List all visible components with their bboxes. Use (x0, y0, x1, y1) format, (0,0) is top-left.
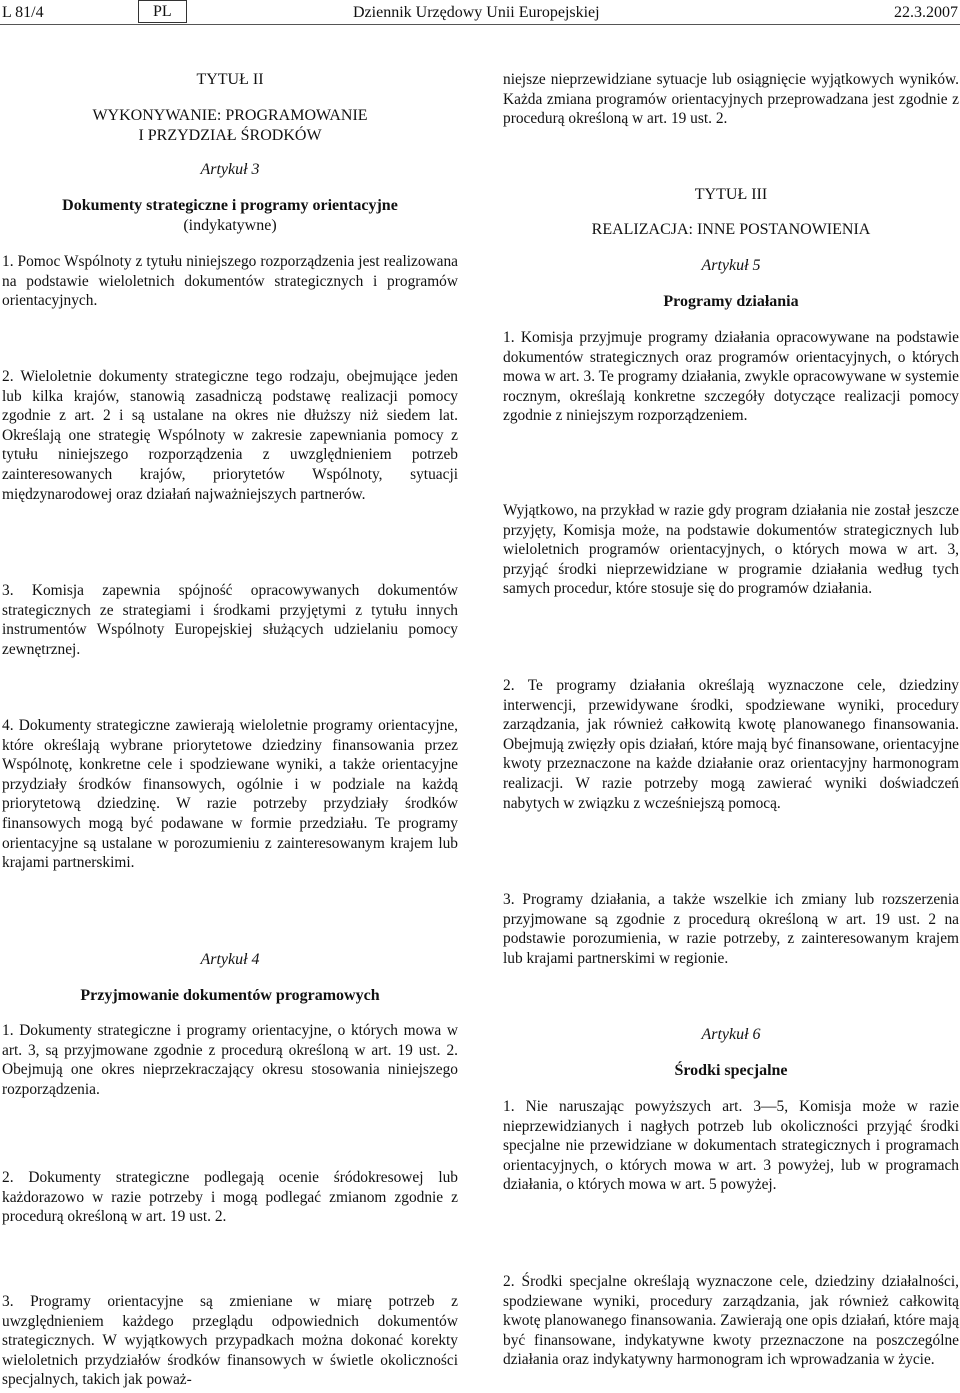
title-ii-line1: WYKONYWANIE: PROGRAMOWANIE (92, 107, 368, 124)
page-header (0, 0, 960, 30)
art4-label: Artykuł 4 (200, 951, 260, 968)
art4-paragraph-3: 3. Programy orientacyjne są zmieniane w miarę potrzeb z uwzględnieniem każdego przeglądu odpowiednich dokumentów strategicznych. W wyjątkowych przypadkach można dokonać korekty wieloletnich przydziałów środków finansowych w świetle okoliczności specjalnych, takich jak poważ- (2, 1293, 458, 1389)
art5-paragraph-1b: Wyjątkowo, na przykład w razie gdy program działania nie został jeszcze przyjęty, Komisja może, na podstawie dokumentów strategicznych lub wieloletnich programów orientacyjnych, o których mowa w art. 3, przyjąć środki nieprzewidziane w programie działania według tych samych procedur, które stosuje się do programów działania. (503, 502, 959, 598)
art6-label: Artykuł 6 (701, 1026, 761, 1043)
art6-heading: Środki specjalne (674, 1062, 788, 1079)
art6-paragraph-2: 2. Środki specjalne określają wyznaczone cele, dziedziny działalności, spodziewane wyniki, procedury zarządzania, jak również całkowitą kwotę planowanego finansowania. Zawierają one opis działań, które mają być finansowane, indykatywne kwoty przeznaczone na poszczególne działania oraz indykatywny harmonogram ich wprowadzania w życie. (503, 1273, 959, 1369)
title-iii-label: TYTUŁ III (694, 186, 768, 203)
art3-paragraph-1: 1. Pomoc Wspólnoty z tytułu niniejszego rozporządzenia jest realizowana na podstawie wieloletnich dokumentów strategicznych i programów orientacyjnych. (2, 253, 458, 310)
art4-paragraph-2: 2. Dokumenty strategiczne podlegają ocenie śródokresowej lub każdorazowo w razie potrzeby i mogą podlegać zmianom zgodnie z procedurą określoną w art. 19 ust. 2. (2, 1169, 458, 1226)
header-divider (0, 24, 960, 25)
continued-paragraph: niejsze nieprzewidziane sytuacje lub osiągnięcie wyjątkowych wyników. Każda zmiana programów orientacyjnych przeprowadzana jest zgodnie z procedurą określoną w art. 19 ust. 2. (503, 71, 959, 128)
art3-paragraph-4: 4. Dokumenty strategiczne zawierają wieloletnie programy orientacyjne, które określają wybrane priorytetowe dziedziny finansowania przez Wspólnotę, konkretne cele i spodziewane wyniki, a także orientacyjne przydziały środków finansowych, ogólnie i w podziale na każdą priorytetową dziedzinę. W razie potrzeby przydziały środków finansowych mogą być podawane w formie przedziału. Te programy orientacyjne są ustalane w porozumieniu z zainteresowanym krajem lub krajami partnerskimi. (2, 717, 458, 872)
art3-heading-line1: Dokumenty strategiczne i programy orientacyjne (62, 197, 398, 214)
art5-paragraph-1: 1. Komisja przyjmuje programy działania opracowywane na podstawie dokumentów strategicznych oraz programów orientacyjnych, o których mowa w art. 3. Te programy działania, zwykle opracowywane w systemie rocznym, określają konkretne szczegóły dotyczące realizacji pomocy zgodnie z niniejszym rozporządzeniem. (503, 329, 959, 425)
art5-heading: Programy działania (663, 293, 799, 310)
art6-paragraph-1: 1. Nie naruszając powyższych art. 3—5, Komisja może w razie nieprzewidzianych i nagłych potrzeb lub okoliczności przyjąć środki specjalne nie przewidziane w dokumentach strategicznych i programach orientacyjnych, o których mowa w art. 3 powyżej, lub w programach działania, o których mowa w art. 5 powyżej. (503, 1098, 959, 1194)
art4-heading: Przyjmowanie dokumentów programowych (80, 987, 380, 1004)
journal-title: Dziennik Urzędowy Unii Europejskiej (353, 4, 600, 21)
page-number: L 81/4 (2, 4, 44, 21)
art5-paragraph-3: 3. Programy działania, a także wszelkie ich zmiany lub rozszerzenia przyjmowane są zgodnie z procedurą określoną w art. 19 ust. 2 na podstawie porozumienia, w razie potrzeby, z zainteresowanym krajem lub krajami partnerskimi w regionie. (503, 891, 959, 967)
art5-paragraph-2: 2. Te programy działania określają wyznaczone cele, dziedziny interwencji, przewidywane środki, spodziewane wyniki, procedury zarządzania, jak również całkowitą kwotę planowanego finansowania. Obejmują zwięzły opis działań, które mają być finansowane, orientacyjne kwoty przeznaczone na każde działanie oraz orientacyjny harmonogram realizacji. W razie potrzeby mogą zawierać wyniki doświadczeń nabytych w związku z wcześniejszą pomocą. (503, 677, 959, 812)
title-iii-line1: REALIZACJA: INNE POSTANOWIENIA (591, 221, 871, 238)
art3-paragraph-2: 2. Wieloletnie dokumenty strategiczne tego rodzaju, obejmujące jeden lub kilka krajów, stanowią zasadniczą podstawę realizacji pomocy zgodnie z art. 2 i są ustalane na okres nie dłuższy niż siedem lat. Określają one strategię Wspólnoty w zakresie zapewniania pomocy z tytułu niniejszego rozporządzenia z uwzględnieniem potrzeb zainteresowanych krajów, priorytetów Wspólnoty, sytuacji międzynarodowej oraz działań najważniejszych partnerów. (2, 368, 458, 503)
publication-date: 22.3.2007 (894, 4, 958, 21)
language-badge: PL (138, 0, 187, 23)
art3-paragraph-3: 3. Komisja zapewnia spójność opracowywanych dokumentów strategicznych ze strategiami i środkami przyjętymi z tytułu innych instrumentów Wspólnoty Europejskiej służących udzielaniu pomocy zewnętrznej. (2, 582, 458, 658)
art3-heading-line2: (indykatywne) (183, 217, 277, 234)
title-ii-label: TYTUŁ II (196, 71, 264, 88)
title-ii-line2: I PRZYDZIAŁ ŚRODKÓW (138, 127, 322, 144)
art4-paragraph-1: 1. Dokumenty strategiczne i programy orientacyjne, o których mowa w art. 3, są przyjmowane zgodnie z procedurą określoną w art. 19 ust. 2. Obejmują one okres nieprzekraczający okresu stosowania niniejszego rozporządzenia. (2, 1022, 458, 1098)
art5-label: Artykuł 5 (701, 257, 761, 274)
art3-label: Artykuł 3 (200, 161, 260, 178)
